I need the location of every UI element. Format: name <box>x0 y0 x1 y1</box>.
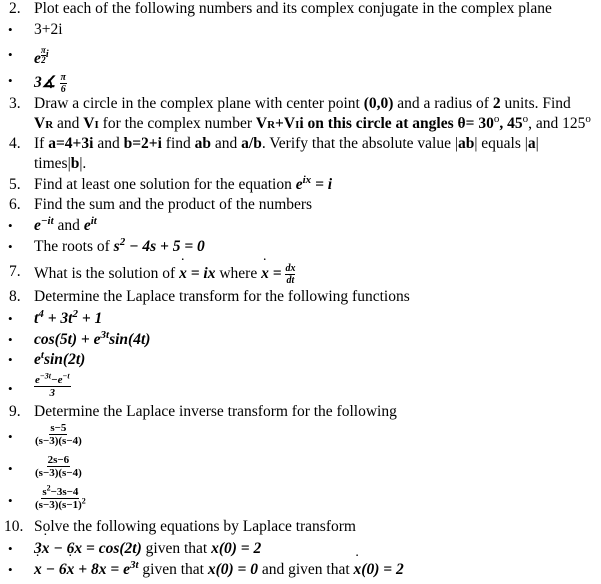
text-fragment: −t <box>62 371 70 381</box>
text-fragment: and <box>53 115 84 132</box>
text-fragment: ix <box>302 173 312 186</box>
text-fragment: and a radius of <box>393 95 493 112</box>
text-fragment: a/b <box>241 135 262 152</box>
text-fragment: • <box>8 332 13 347</box>
text-fragment: dx <box>285 263 296 274</box>
text-fragment: I <box>295 119 300 131</box>
text-fragment: − 6x = cos(2t) <box>49 540 142 557</box>
text-fragment: and given that <box>257 561 354 578</box>
text-fragment: 3∡ <box>34 74 56 92</box>
text-fragment: • <box>8 47 13 62</box>
text-fragment: −it <box>40 214 54 227</box>
text-fragment: −3s−4 <box>50 486 79 498</box>
text-fragment: s−5 <box>50 422 67 434</box>
text-fragment: If <box>34 135 49 152</box>
text-fragment: • <box>8 239 13 254</box>
text-fragment: + 1 <box>77 310 103 327</box>
text-fragment: Plot each of the following numbers and its complex conjugate in the complex plane <box>34 0 552 17</box>
text-fragment: it <box>90 214 97 227</box>
text-fragment: ˙ x <box>34 561 42 579</box>
text-fragment: R <box>267 119 276 131</box>
text-fragment: • <box>8 493 13 508</box>
text-fragment: given that <box>138 561 208 578</box>
text-fragment: R <box>45 119 54 131</box>
text-fragment: • <box>8 429 13 444</box>
text-fragment: What is the solution of <box>34 265 180 283</box>
text-fragment: Find at least one solution for the equation <box>34 176 296 193</box>
text-fragment: b <box>70 155 80 172</box>
text-fragment: V <box>83 115 95 132</box>
text-fragment: sin(2t) <box>43 351 86 368</box>
text-fragment: t <box>40 348 44 361</box>
text-fragment: e <box>34 217 41 234</box>
text-fragment: e <box>34 50 41 67</box>
text-fragment: 6. <box>9 196 21 213</box>
text-fragment: i on this circle at angles <box>299 115 458 132</box>
text-fragment: for the complex number <box>98 115 256 132</box>
text-fragment: and <box>93 135 124 152</box>
text-fragment: 3t <box>129 558 139 571</box>
text-fragment: 2 <box>72 307 78 320</box>
text-fragment: | <box>535 135 539 152</box>
text-fragment: (0) = 2 <box>361 561 404 578</box>
text-fragment: Determine the Laplace inverse transform for the following <box>34 403 397 420</box>
text-fragment: 3 <box>49 387 56 399</box>
text-fragment: V <box>34 115 46 132</box>
text-fragment: −3t <box>39 371 51 381</box>
text-fragment: a=4+3i <box>48 135 94 152</box>
text-fragment: (s−3)(s−4) <box>35 435 82 447</box>
text-fragment: − 6 <box>41 561 67 578</box>
text-fragment: 8. <box>9 288 21 305</box>
text-fragment: s <box>113 238 120 255</box>
text-fragment: 9. <box>9 403 21 420</box>
text-fragment: (s−3)(s−1) <box>35 499 82 511</box>
text-fragment: 5. <box>9 176 21 193</box>
text-fragment: • <box>8 562 13 577</box>
text-fragment: . Verify that the absolute value | <box>261 135 458 152</box>
text-fragment: 10. <box>4 518 24 535</box>
text-fragment: + 3t <box>43 310 73 327</box>
text-fragment: 2. <box>9 0 21 17</box>
text-fragment: − 4s + 5 = 0 <box>125 238 205 255</box>
text-fragment: o <box>493 112 500 125</box>
text-fragment: ˙ x <box>354 561 362 579</box>
text-fragment: θ= 30 <box>457 115 494 132</box>
text-fragment: find <box>161 135 195 152</box>
text-fragment: 3. <box>9 95 21 112</box>
text-fragment: 2s−6 <box>47 454 70 466</box>
text-fragment: 7. <box>9 263 21 280</box>
text-fragment: • <box>8 73 13 88</box>
text-fragment: given that <box>141 540 212 557</box>
text-fragment: • <box>8 22 13 37</box>
text-fragment: x(0) = 0 <box>207 561 258 578</box>
text-fragment: π <box>40 45 46 55</box>
text-fragment: 4 <box>38 307 44 320</box>
text-fragment: 2 <box>119 235 126 248</box>
text-fragment: t <box>34 310 39 327</box>
text-fragment: (0,0) <box>363 95 394 112</box>
text-fragment: ˙ x <box>179 265 187 283</box>
text-fragment: dt <box>286 275 295 286</box>
text-fragment: units. Find <box>500 95 571 112</box>
text-fragment: Solve the following equations by Laplace transform <box>34 518 356 535</box>
text-fragment: |. <box>79 155 87 172</box>
text-fragment: I <box>94 119 99 131</box>
text-fragment: • <box>8 541 13 556</box>
text-fragment: sin(4t) <box>109 331 151 348</box>
text-fragment: o <box>522 112 529 125</box>
text-fragment: 2 <box>81 496 86 506</box>
text-fragment: b=2+i <box>123 135 162 152</box>
text-fragment: 2 <box>46 483 51 493</box>
text-fragment: ab <box>194 135 212 152</box>
text-fragment: i <box>45 49 49 60</box>
text-fragment: = i <box>311 176 333 193</box>
text-fragment: 2 <box>41 55 46 65</box>
text-fragment: = ix <box>186 265 216 283</box>
text-fragment: π <box>60 72 66 83</box>
text-fragment: Draw a circle in the complex plane with center point <box>34 95 364 112</box>
text-fragment: ˙ x <box>261 265 269 283</box>
text-fragment: where <box>215 265 262 283</box>
text-fragment: = <box>268 265 286 283</box>
text-fragment: Find the sum and the product of the numbers <box>34 196 313 213</box>
text-fragment: e <box>34 351 41 368</box>
text-fragment: o <box>585 112 591 125</box>
text-fragment: + 8x = e <box>74 561 130 578</box>
text-fragment: e <box>295 176 303 193</box>
text-fragment: 3+2i <box>34 21 63 38</box>
text-fragment: | equals | <box>474 135 528 152</box>
text-fragment: +V <box>275 115 296 132</box>
text-fragment: e <box>83 217 91 234</box>
text-fragment: • <box>8 218 13 233</box>
text-fragment: x(0) = 2 <box>211 540 262 557</box>
text-fragment: 6 <box>60 84 66 95</box>
text-fragment: • <box>8 461 13 476</box>
text-fragment: and <box>211 135 242 152</box>
text-fragment: • <box>8 311 13 326</box>
text-fragment: 2 <box>492 95 501 112</box>
text-fragment: ˙ x <box>42 540 50 558</box>
text-fragment: times| <box>34 155 71 172</box>
text-fragment: 4. <box>9 135 21 152</box>
text-fragment: • <box>8 381 13 396</box>
text-fragment: Determine the Laplace transform for the following functions <box>34 288 410 305</box>
text-fragment: e <box>35 374 40 386</box>
text-fragment: ab <box>457 135 475 152</box>
text-fragment: cos(5t) + e <box>34 331 101 348</box>
text-fragment: a <box>527 135 536 152</box>
text-fragment: ˙ x <box>67 561 75 579</box>
text-fragment: (s−3)(s−4) <box>35 467 82 479</box>
text-fragment: s <box>42 486 47 498</box>
text-fragment: 3 <box>34 540 42 557</box>
text-fragment: , and 125 <box>528 115 586 132</box>
text-fragment: V <box>255 115 268 132</box>
text-fragment: 3t <box>100 328 110 341</box>
text-fragment: −e <box>50 374 63 386</box>
text-fragment: The roots of <box>34 238 114 255</box>
text-fragment: and <box>53 217 84 234</box>
text-fragment: , 45 <box>499 115 523 132</box>
text-fragment: • <box>8 352 13 367</box>
